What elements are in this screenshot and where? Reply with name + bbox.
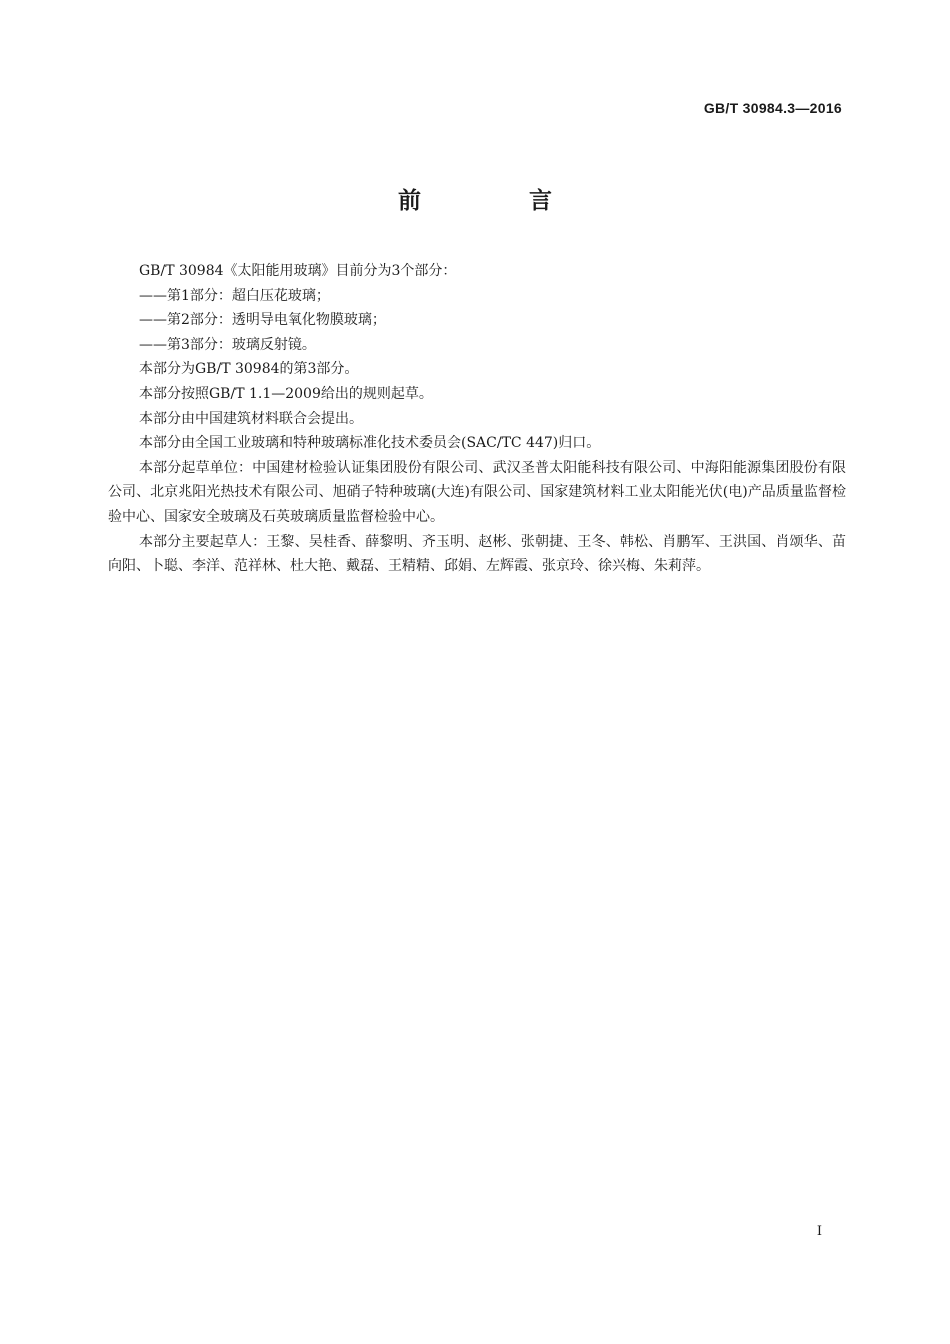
paragraph-drafting-units: 本部分起草单位：中国建材检验认证集团股份有限公司、武汉圣普太阳能科技有限公司、中海阳能源集团股份有限公司、北京兆阳光热技术有限公司、旭硝子特种玻璃(大连)有限公司、国家建筑材料工业太阳能光伏(电)产品质量监督检验中心、国家安全玻璃及石英玻璃质量监督检验中心。 [108, 459, 846, 525]
paragraph-drafting-rules: 本部分按照GB/T 1.1—2009给出的规则起草。 [139, 385, 433, 402]
standard-code: GB/T 30984.3—2016 [703, 100, 842, 116]
paragraph-drafters: 本部分主要起草人：王黎、吴桂香、薛黎明、齐玉明、赵彬、张朝捷、王冬、韩松、肖鹏军、王洪国、肖颂华、苗向阳、卜聪、李洋、范祥林、杜大艳、戴磊、王精精、邱娟、左辉霞、张京玲、徐兴梅、朱莉萍。 [108, 533, 846, 575]
paragraph-proposer: 本部分由中国建筑材料联合会提出。 [139, 410, 363, 427]
list-item-part-2: ——第2部分：透明导电氧化物膜玻璃； [139, 312, 386, 329]
document-body [108, 259, 846, 579]
paragraph-intro: GB/T 30984《太阳能用玻璃》目前分为3个部分： [139, 263, 457, 279]
paragraph-part-statement: 本部分为GB/T 30984的第3部分。 [139, 361, 359, 378]
list-item-part-1: ——第1部分：超白压花玻璃； [139, 287, 330, 304]
page-number: I [816, 1224, 822, 1239]
paragraph-committee: 本部分由全国工业玻璃和特种玻璃标准化技术委员会(SAC/TC 447)归口。 [139, 435, 601, 452]
page-title: 前 言 [397, 188, 602, 214]
list-item-part-3: ——第3部分：玻璃反射镜。 [139, 336, 316, 353]
